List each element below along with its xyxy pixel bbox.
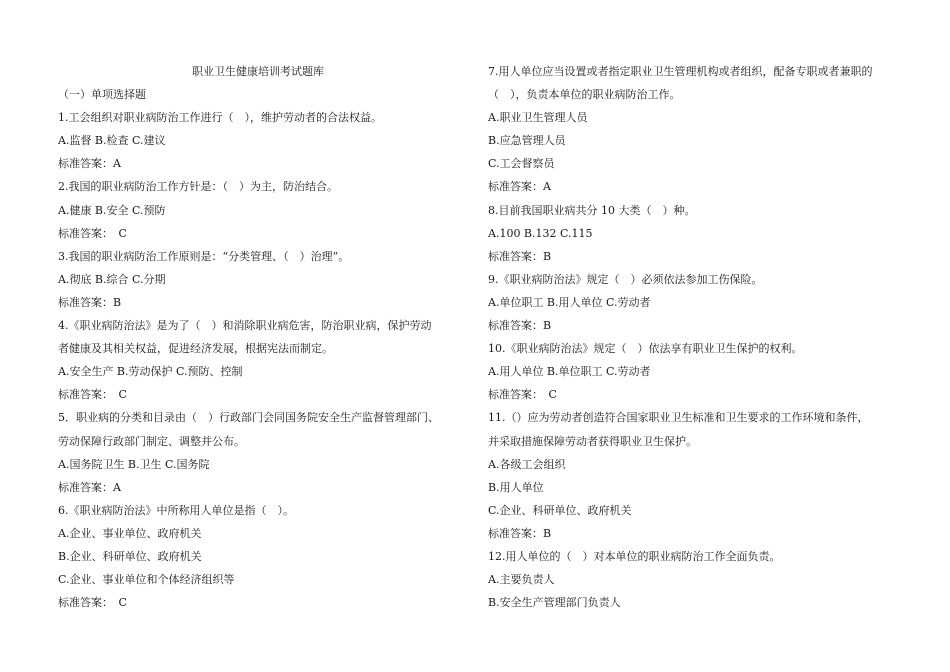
question-7-option-b: B.应急管理人员 <box>488 134 566 148</box>
question-5-continued: 劳动保障行政部门制定、调整并公布。 <box>58 434 245 448</box>
question-4-continued: 者健康及其相关权益，促进经济发展，根据宪法而制定。 <box>58 342 333 356</box>
document-title: 职业卫生健康培训考试题库 <box>192 65 324 78</box>
question-12: 12.用人单位的（ ）对本单位的职业病防治工作全面负责。 <box>488 549 781 563</box>
question-11-answer: 标准答案：B <box>488 526 552 540</box>
question-5-options: A.国务院卫生 B.卫生 C.国务院 <box>58 457 210 471</box>
question-7: 7.用人单位应当设置或者指定职业卫生管理机构或者组织，配备专职或者兼职的 <box>488 65 873 78</box>
question-11-continued: 并采取措施保障劳动者获得职业卫生保护。 <box>488 434 697 448</box>
question-9-answer: 标准答案：B <box>488 319 552 333</box>
question-6-option-a: A.企业、事业单位、政府机关 <box>58 526 202 540</box>
question-6-answer: 标准答案： C <box>58 596 127 610</box>
question-3-options: A.彻底 B.综合 C.分期 <box>58 272 166 286</box>
question-3-answer: 标准答案：B <box>58 295 122 309</box>
question-7-option-a: A.职业卫生管理人员 <box>488 111 588 125</box>
section-heading: （一）单项选择题 <box>58 88 146 102</box>
question-12-option-b: B.安全生产管理部门负责人 <box>488 596 621 610</box>
question-4-answer: 标准答案： C <box>58 388 127 402</box>
question-4: 4.《职业病防治法》是为了（ ）和消除职业病危害，防治职业病，保护劳动 <box>58 319 432 333</box>
question-9: 9.《职业病防治法》规定（ ）必须依法参加工伤保险。 <box>488 272 763 286</box>
question-9-options: A.单位职工 B.用人单位 C.劳动者 <box>488 295 651 309</box>
question-8-options: A.100 B.132 C.115 <box>488 226 593 240</box>
question-11: 11.（）应为劳动者创造符合国家职业卫生标准和卫生要求的工作环境和条件， <box>488 411 869 425</box>
question-6: 6.《职业病防治法》中所称用人单位是指（ ）。 <box>58 503 294 517</box>
question-7-answer: 标准答案：A <box>488 180 551 194</box>
question-2-answer: 标准答案： C <box>58 226 127 240</box>
question-5: 5．职业病的分类和目录由（ ）行政部门会同国务院安全生产监督管理部门、 <box>58 411 439 425</box>
question-5-answer: 标准答案：A <box>58 480 121 494</box>
question-7-option-c: C.工会督察员 <box>488 157 555 171</box>
question-8-answer: 标准答案：B <box>488 249 552 263</box>
left-column <box>58 60 478 614</box>
question-4-options: A.安全生产 B.劳动保护 C.预防、控制 <box>58 365 243 379</box>
question-1-answer: 标准答案：A <box>58 157 121 171</box>
question-10: 10.《职业病防治法》规定（ ）依法享有职业卫生保护的权利。 <box>488 342 803 356</box>
question-11-option-b: B.用人单位 <box>488 480 544 494</box>
question-3: 3.我国的职业病防治工作原则是：“分类管理、（ ）治理”。 <box>58 249 350 263</box>
question-8: 8.目前我国职业病共分 10 大类（ ）种。 <box>488 203 696 217</box>
question-10-answer: 标准答案： C <box>488 388 557 402</box>
question-2-options: A.健康 B.安全 C.预防 <box>58 203 166 217</box>
question-2: 2.我国的职业病防治工作方针是：（ ）为主，防治结合。 <box>58 180 338 194</box>
right-column <box>488 60 908 614</box>
question-6-option-b: B.企业、科研单位、政府机关 <box>58 549 202 563</box>
question-7-continued: （ ），负责本单位的职业病防治工作。 <box>488 88 681 102</box>
question-11-option-c: C.企业、科研单位、政府机关 <box>488 503 632 517</box>
question-11-option-a: A.各级工会组织 <box>488 457 566 471</box>
question-12-option-a: A.主要负责人 <box>488 573 555 587</box>
question-1: 1.工会组织对职业病防治工作进行（ ），维护劳动者的合法权益。 <box>58 111 382 125</box>
question-1-options: A.监督 B.检查 C.建议 <box>58 134 166 148</box>
question-10-options: A.用人单位 B.单位职工 C.劳动者 <box>488 365 651 379</box>
question-6-option-c: C.企业、事业单位和个体经济组织等 <box>58 573 235 587</box>
